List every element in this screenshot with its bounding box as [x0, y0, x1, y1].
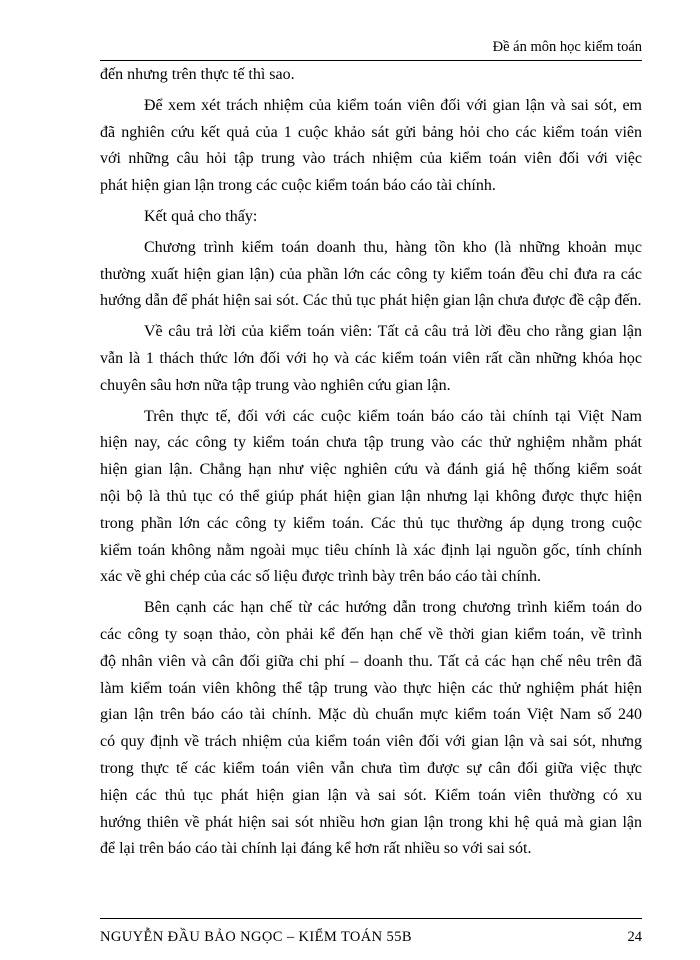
header-divider	[100, 60, 642, 61]
text-line: hiện gian lận. Chẳng hạn như việc nghiên cứu và đánh giá hệ thống kiểm soát	[100, 461, 642, 479]
text-line: đến nhưng trên thực tế thì sao.	[100, 66, 295, 83]
footer-divider	[100, 918, 642, 919]
paragraph	[100, 62, 642, 89]
page-number: 24	[627, 929, 642, 945]
text-line: phát hiện gian lận trong các cuộc kiểm toán báo cáo tài chính.	[100, 177, 496, 195]
text-line: Chương trình kiểm toán doanh thu, hàng tồn kho (là những khoản mục	[144, 238, 642, 256]
text-line: xác về ghi chép của các số liệu được trình bày trên báo cáo tài chính.	[100, 568, 541, 586]
text-line: hướng thiên về phát hiện sai sót nhiều hơn gian lận trong khi hệ quả mà gian lận	[100, 813, 642, 831]
text-line: Kết quả cho thấy:	[144, 207, 258, 225]
text-line: chuyên sâu hơn nữa tập trung vào nghiên cứu gian lận.	[100, 376, 451, 394]
paragraph	[100, 93, 642, 200]
footer-author: NGUYỄN ĐẦU BẢO NGỌC – KIỂM TOÁN 55B	[100, 929, 412, 945]
text-line: Để xem xét trách nhiệm của kiểm toán viên đối với gian lận và sai sót, em	[144, 96, 642, 114]
text-line: trong thực tế các kiểm toán viên vẫn chưa tìm được sự cân đối giữa việc thực	[100, 759, 642, 777]
text-line: Trên thực tế, đối với các cuộc kiểm toán báo cáo tài chính tại Việt Nam	[144, 407, 642, 425]
text-line: làm kiểm toán viên không thể tập trung vào thực hiện các thử nghiệm phát hiện	[100, 679, 642, 697]
paragraph	[100, 319, 642, 399]
text-line: thường xuất hiện gian lận) của phần lớn các công ty kiểm toán đều chỉ đưa ra các	[100, 265, 642, 283]
text-line: Bên cạnh các hạn chế từ các hướng dẫn trong chương trình kiểm toán do	[144, 599, 642, 617]
paragraph	[100, 404, 642, 592]
text-line: để lại trên báo cáo tài chính lại đáng kể hơn rất nhiều so với sai sót.	[100, 840, 532, 858]
text-line: hướng dẫn để phát hiện sai sót. Các thủ tục phát hiện gian lận chưa được đề cập đến.	[100, 292, 642, 310]
paragraph	[100, 595, 642, 863]
text-line: vẫn là 1 thách thức lớn đối với họ và các kiểm toán viên rất cần những khóa học	[100, 349, 642, 367]
text-line: hiện các thủ tục phát hiện gian lận và sai sót. Kiểm toán viên thường có xu	[100, 786, 642, 804]
text-line: các công ty soạn thảo, còn phải kể đến hạn chế về thời gian kiểm toán, về trình	[100, 625, 642, 643]
text-line: nội bộ là thủ tục có thể giúp phát hiện gian lận nhưng lại không được thực hiện	[100, 487, 642, 505]
paragraph	[100, 235, 642, 315]
text-line: kiểm toán không nằm ngoài mục tiêu chính là xác định lại nguồn gốc, tính chính	[100, 541, 642, 559]
text-line: độ nhân viên và cân đối giữa chi phí – doanh thu. Tất cả các hạn chế nêu trên đã	[100, 652, 642, 670]
text-line: Về câu trả lời của kiểm toán viên: Tất cả câu trả lời đều cho rằng gian lận	[144, 323, 642, 341]
text-line: với những câu hỏi tập trung vào trách nhiệm của kiểm toán viên đối với việc	[100, 150, 642, 168]
text-line: có quy định về trách nhiệm của kiểm toán viên đối với gian lận và sai sót, nhưng	[100, 733, 642, 751]
page-header-title: Đề án môn học kiểm toán	[492, 39, 642, 55]
paragraph	[100, 204, 642, 231]
text-line: gian lận trên báo cáo tài chính. Mặc dù chuẩn mực kiểm toán Việt Nam số 240	[100, 706, 642, 724]
document-body	[100, 62, 642, 863]
text-line: đã nghiên cứu kết quả của 1 cuộc khảo sát gửi bảng hỏi cho các kiểm toán viên	[100, 123, 642, 141]
text-line: hiện nay, các công ty kiểm toán chưa tập trung vào các thử nghiệm nhằm phát	[100, 434, 642, 452]
text-line: trong phần lớn các công ty kiểm toán. Các thủ tục thường áp dụng trong cuộc	[100, 514, 642, 532]
